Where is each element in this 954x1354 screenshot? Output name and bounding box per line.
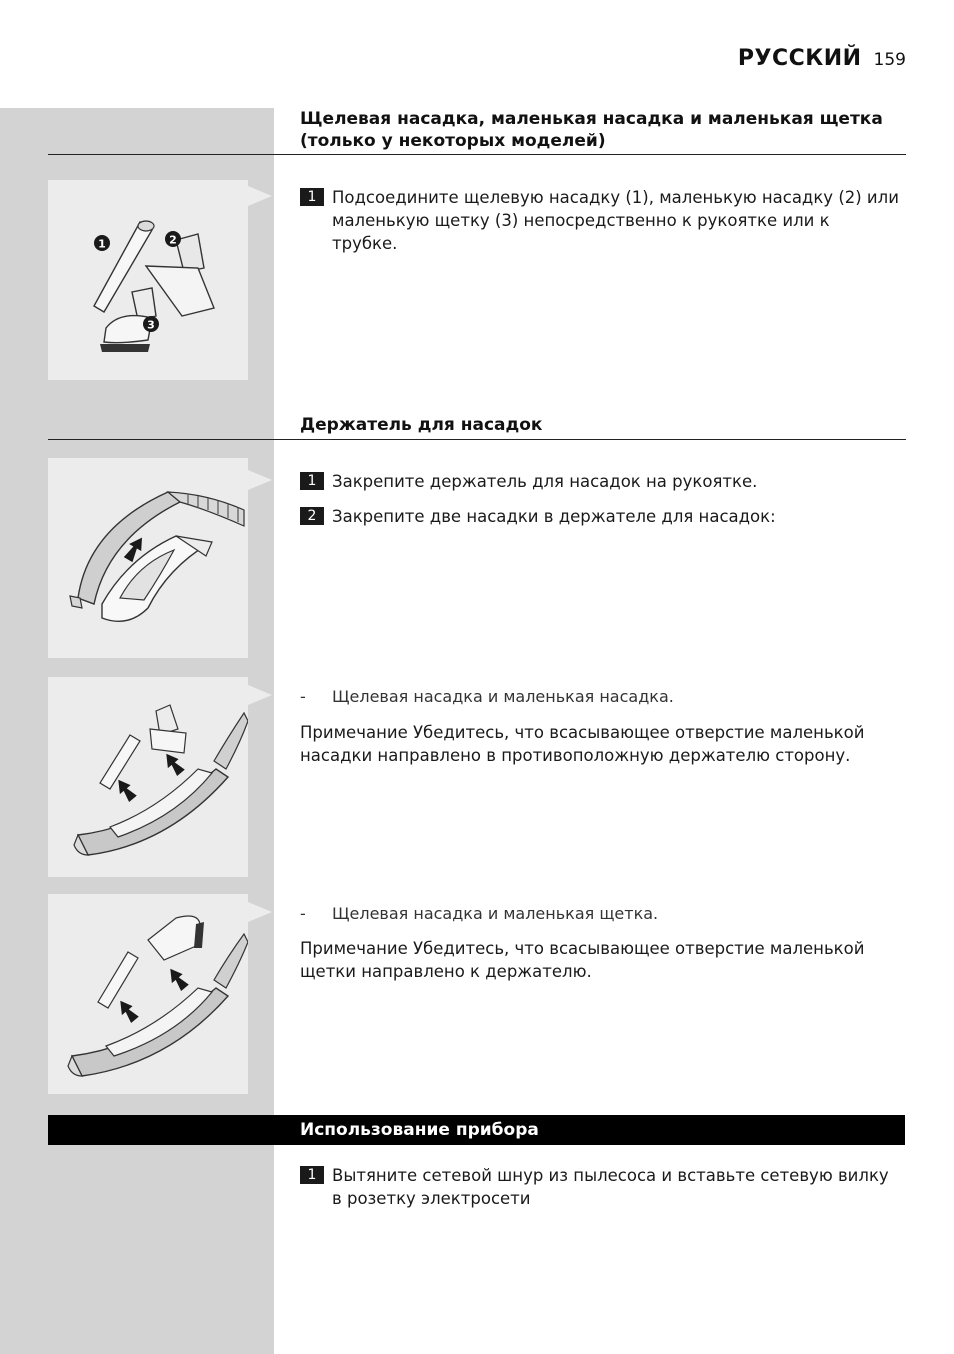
step-text: Подсоедините щелевую насадку (1), маленькую насадку (2) или маленькую щетку (3) непосредственно к рукоятке или к трубке.: [332, 188, 899, 253]
section-title-usage: Использование прибора: [300, 1120, 539, 1140]
note-small-nozzle: Примечание Убедитесь, что всасывающее отверстие маленькой насадки направлено в противоположную держателю сторону.: [300, 723, 865, 765]
section-rule: [48, 154, 906, 155]
page-header: [738, 46, 906, 71]
step-connect-nozzle: [300, 186, 900, 255]
figure-pointer: [248, 186, 272, 206]
figure-pointer: [248, 902, 272, 922]
callout-2: 2: [169, 233, 177, 247]
step-text: Закрепите две насадки в держателе для насадок:: [332, 507, 776, 526]
step-number: 2: [300, 507, 324, 525]
figure-crevice-and-small-nozzle: [48, 677, 248, 877]
figure-pointer: [248, 685, 272, 705]
section-title-holder: Держатель для насадок: [300, 415, 543, 435]
bullet-dash: -: [300, 904, 306, 923]
bullet-crevice-small-nozzle: [300, 686, 900, 708]
bullet-text: Щелевая насадка и маленькая щетка.: [332, 904, 659, 923]
note-small-brush: Примечание Убедитесь, что всасывающее отверстие маленькой щетки направлено к держателю.: [300, 939, 865, 981]
callout-3: 3: [147, 318, 155, 332]
bullet-dash: -: [300, 687, 306, 706]
step-number: 1: [300, 188, 324, 206]
language-label: РУССКИЙ: [737, 46, 862, 71]
figure-holder-on-handle: [48, 458, 248, 658]
page-number: 159: [873, 50, 906, 70]
step-plug-in: [300, 1164, 900, 1210]
step-text: Вытяните сетевой шнур из пылесоса и вставьте сетевую вилку в розетку электросети: [332, 1166, 889, 1208]
callout-1: 1: [98, 237, 106, 251]
step-number: 1: [300, 472, 324, 490]
figure-nozzles: [48, 180, 248, 380]
bullet-text: Щелевая насадка и маленькая насадка.: [332, 687, 674, 706]
bullet-crevice-small-brush: [300, 903, 900, 925]
figure-pointer: [248, 470, 272, 490]
figure-crevice-and-small-brush: [48, 894, 248, 1094]
section-bar-usage: [48, 1115, 905, 1145]
step-attach-nozzles: [300, 505, 900, 528]
step-number: 1: [300, 1166, 324, 1184]
section-title-nozzles: Щелевая насадка, маленькая насадка и маленькая щетка (только у некоторых моделей): [300, 109, 883, 151]
step-attach-holder: [300, 470, 900, 493]
step-text: Закрепите держатель для насадок на рукоятке.: [332, 472, 758, 491]
section-rule: [48, 439, 906, 440]
